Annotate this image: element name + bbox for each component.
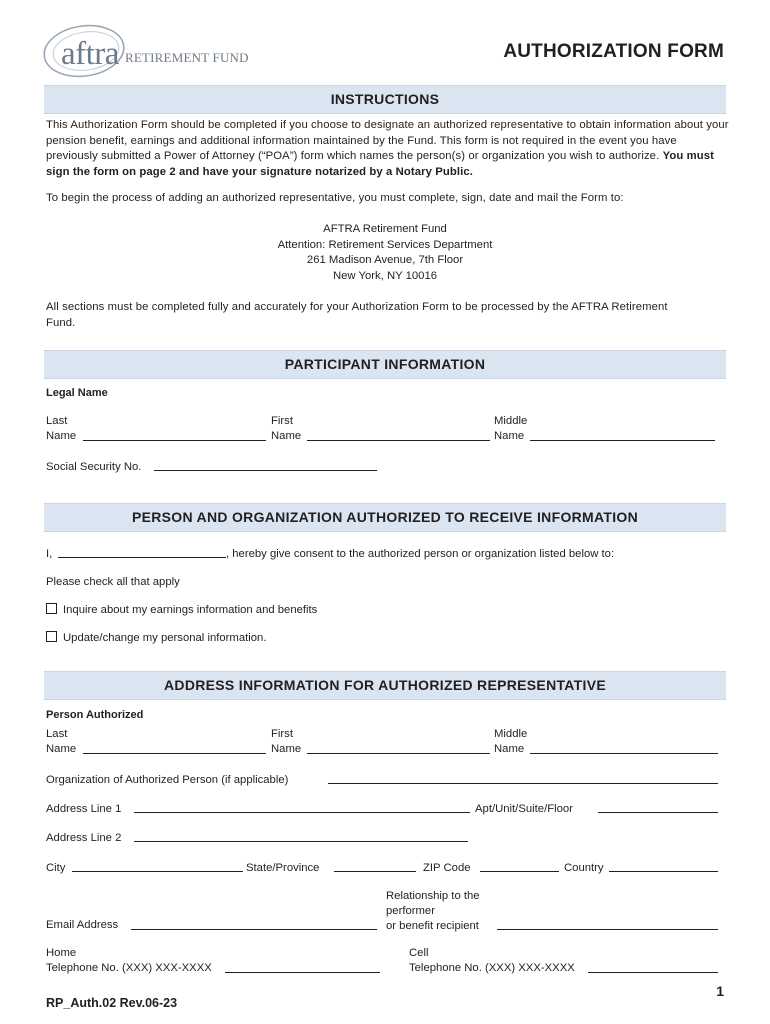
address-line: 261 Madison Avenue, 7th Floor	[306, 254, 464, 266]
last-name-label-top: Last	[46, 415, 68, 427]
form-code: RP_Auth.02 Rev.06-23	[46, 996, 178, 1010]
first-name-label: Name	[271, 430, 302, 442]
address-line: AFTRA Retirement Fund	[323, 223, 447, 235]
ssn-field[interactable]	[154, 470, 377, 471]
first-name-field[interactable]	[307, 440, 490, 441]
state-label: State/Province	[246, 862, 320, 874]
logo-text: RETIREMENT FUND	[125, 50, 249, 65]
relationship-label-line: or benefit recipient	[386, 920, 479, 932]
organization-field[interactable]	[328, 783, 718, 784]
city-label: City	[46, 862, 66, 874]
rep-last-name-label: Name	[46, 743, 77, 755]
option-update-label: Update/change my personal information.	[63, 632, 267, 644]
consent-name-field[interactable]	[58, 557, 226, 558]
checkbox-inquire[interactable]	[46, 603, 57, 614]
middle-name-label: Name	[494, 430, 525, 442]
email-label: Email Address	[46, 919, 119, 931]
rep-middle-name-field[interactable]	[530, 753, 718, 754]
legal-name-label: Legal Name	[46, 387, 108, 399]
address-line: New York, NY 10016	[332, 269, 438, 282]
logo	[42, 20, 272, 80]
last-name-field[interactable]	[83, 440, 266, 441]
home-phone-label-top: Home	[46, 947, 77, 959]
apt-label: Apt/Unit/Suite/Floor	[475, 803, 573, 815]
zip-field[interactable]	[480, 871, 559, 872]
consent-text: , hereby give consent to the authorized person or organization listed below to:	[226, 548, 615, 560]
instructions-heading: INSTRUCTIONS	[44, 85, 726, 114]
relationship-label-line: performer	[386, 905, 435, 917]
city-field[interactable]	[72, 871, 243, 872]
first-name-label-top: First	[271, 415, 293, 427]
cell-phone-label: Telephone No. (XXX) XXX-XXXX	[409, 962, 575, 974]
relationship-label	[386, 889, 480, 934]
cell-phone-label-top: Cell	[409, 947, 429, 959]
apt-field[interactable]	[598, 812, 718, 813]
rep-last-name-field[interactable]	[83, 753, 266, 754]
check-all-label: Please check all that apply	[46, 576, 180, 588]
rep-first-name-label-top: First	[271, 728, 293, 740]
notary-notice: You must sign the form on page 2 and have your signature notarized by a Notary Public.	[46, 150, 714, 178]
instructions-paragraph-3: All sections must be completed fully and accurately for your Authorization Form to be processed by the AFTRA Retirement Fund.	[46, 301, 668, 329]
rep-last-name-label-top: Last	[46, 728, 68, 740]
option-inquire-label: Inquire about my earnings information and benefits	[63, 604, 318, 616]
rep-middle-name-label-top: Middle	[494, 728, 528, 740]
option-update[interactable]	[46, 631, 266, 645]
logo-mark: aftra	[61, 36, 119, 72]
country-field[interactable]	[609, 871, 718, 872]
organization-label: Organization of Authorized Person (if applicable)	[46, 774, 289, 786]
rep-middle-name-label: Name	[494, 743, 525, 755]
checkbox-update[interactable]	[46, 631, 57, 642]
option-inquire[interactable]	[46, 603, 317, 617]
home-phone-label: Telephone No. (XXX) XXX-XXXX	[46, 962, 212, 974]
ssn-label: Social Security No.	[46, 461, 142, 473]
middle-name-field[interactable]	[530, 440, 715, 441]
address-line-1-field[interactable]	[134, 812, 470, 813]
home-phone-field[interactable]	[225, 972, 380, 973]
address-line-1-label: Address Line 1	[46, 803, 122, 815]
relationship-field[interactable]	[497, 929, 718, 930]
person-authorized-label: Person Authorized	[46, 709, 144, 721]
email-field[interactable]	[131, 929, 377, 930]
country-label: Country	[564, 862, 604, 874]
authorized-heading: PERSON AND ORGANIZATION AUTHORIZED TO RECEIVE INFORMATION	[44, 503, 726, 532]
rep-first-name-label: Name	[271, 743, 302, 755]
mailing-address	[46, 222, 724, 284]
rep-first-name-field[interactable]	[307, 753, 490, 754]
relationship-label-line: Relationship to the	[386, 890, 480, 902]
consent-i-label: I,	[46, 548, 53, 560]
cell-phone-field[interactable]	[588, 972, 718, 973]
instructions-paragraph-2: To begin the process of adding an authorized representative, you must complete, sign, date and mail the Form to:	[46, 192, 624, 204]
state-field[interactable]	[334, 871, 416, 872]
form-title: AUTHORIZATION FORM	[503, 41, 724, 62]
last-name-label: Name	[46, 430, 77, 442]
participant-heading: PARTICIPANT INFORMATION	[44, 350, 726, 379]
address-line: Attention: Retirement Services Department	[277, 238, 493, 251]
instructions-text: This Authorization Form should be completed if you choose to designate an authorized representative to obtain information about your pension benefit, earnings and additional information maintained by the Fund. This form is not required in the event you have previously submitted a Power of Attorney (“POA”) form which names the person(s) or organization you wish to authorize.	[46, 119, 729, 162]
address-heading: ADDRESS INFORMATION FOR AUTHORIZED REPRESENTATIVE	[44, 671, 726, 700]
page-number: 1	[716, 983, 724, 999]
instructions-paragraph-1	[46, 118, 730, 180]
middle-name-label-top: Middle	[494, 415, 528, 427]
zip-label: ZIP Code	[423, 862, 471, 874]
address-line-2-field[interactable]	[134, 841, 468, 842]
address-line-2-label: Address Line 2	[46, 832, 122, 844]
